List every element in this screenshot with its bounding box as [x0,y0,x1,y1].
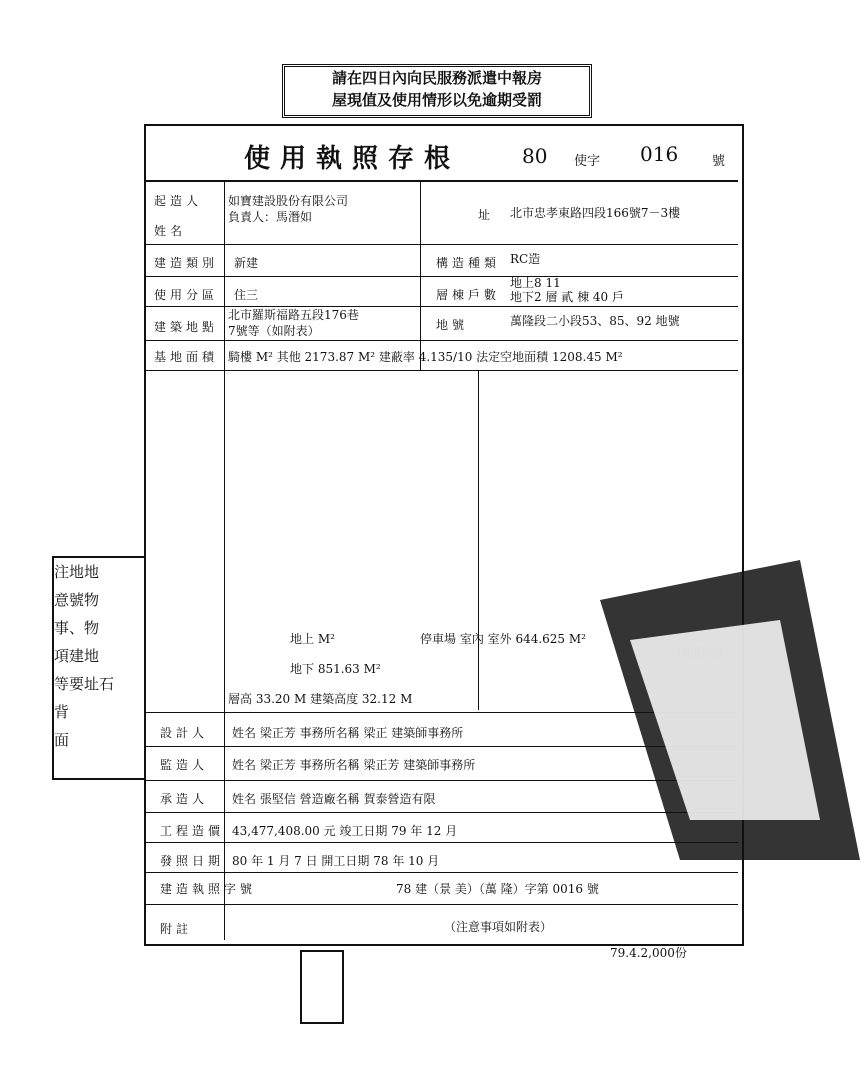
side-line-4: 項建地 [54,647,100,665]
note-label: 附註 [160,922,193,936]
structure-label: 構造種類 [436,256,501,270]
site-value-2: 7號等（如附表） [228,324,320,338]
side-line-7: 面 [54,731,70,749]
floors-value-1: 地上8 11 [510,276,561,290]
notice-stamp [282,64,592,118]
type-value: 新建 [234,256,259,270]
use-value: 住三 [234,288,259,302]
use-label: 使用分區 [154,288,219,302]
contractor-label: 承造人 [160,792,209,806]
floors-label: 層棟戶數 [436,288,501,302]
site-value-1: 北市羅斯福路五段176巷 [228,308,359,322]
parking-text: 停車場 室內 室外 644.625 M² [420,632,586,646]
builder-value-2: 負責人：馬潛如 [228,210,313,224]
date-label: 發照日期 [160,854,225,868]
builder-value-1: 如寶建設股份有限公司 [228,194,349,208]
area-items: 騎樓 M² 其他 2173.87 M² 建蔽率 4.135/10 法定空地面積 1208.45 M² [228,350,623,364]
side-line-2: 意號物 [54,591,100,609]
supervisor-label: 監造人 [160,758,209,772]
notice-line-2: 屋現值及使用情形以免逾期受罰 [331,91,542,109]
designer-label: 設計人 [160,726,209,740]
permit-label: 建造執照字號 [160,882,257,896]
height-text: 層高 33.20 M 建築高度 32.12 M [228,692,413,706]
side-line-5: 等要址石 [54,675,115,693]
permit-value: 78 建（景 美）（萬 隆）字第 0016 號 [396,882,599,896]
designer-value: 姓名 梁正芳 事務所名稱 梁正 建築師事務所 [232,726,464,740]
note-value: （注意事項如附表） [444,920,553,934]
builder-label-1: 起造人 [154,194,203,208]
type-label: 建造類別 [154,256,219,270]
site-label: 建築地點 [154,320,219,334]
damage-texture [560,560,860,880]
side-line-3: 事、物 [54,619,100,637]
contractor-value: 姓名 張堅信 營造廠名稱 賀泰營造有限 [232,792,436,806]
ground-text: 地上 M² [290,632,335,646]
form-number: 016 [640,142,679,166]
structure-value: RC造 [510,252,541,266]
basement-text: 地下 851.63 M² [290,662,381,676]
supervisor-value: 姓名 梁正芳 事務所名稱 梁正芳 建築師事務所 [232,758,476,772]
form-title: 使用執照存根 [244,144,461,174]
floors-value-2: 地下2 層 貳 棟 40 戶 [510,290,624,304]
builder-label-2: 姓名 [154,224,187,238]
lot-label: 地號 [436,318,469,332]
side-line-1: 注地地 [54,563,100,581]
area-label: 基地面積 [154,350,219,364]
left-side-note [52,556,146,780]
cost-label: 工程造價 [160,824,225,838]
form-number-suffix: 號 [712,154,726,169]
date-value: 80 年 1 月 7 日 開工日期 78 年 10 月 [232,854,440,868]
lot-value: 萬隆段二小段53、85、92 地號 [510,314,680,328]
address-label: 址 [478,208,491,222]
side-line-6: 背 [54,703,70,721]
form-number-word: 使字 [574,154,601,169]
notice-line-1: 請在四日內向民服務派遣中報房 [331,69,542,87]
bottom-stamp [300,950,344,1024]
address-value: 北市忠孝東路四段166號7－3樓 [510,206,681,220]
form-number-prefix: 80 [522,144,548,168]
print-footer: 79.4.2,000份 [610,946,687,960]
cost-value: 43,477,408.00 元 竣工日期 79 年 12 月 [232,824,458,838]
